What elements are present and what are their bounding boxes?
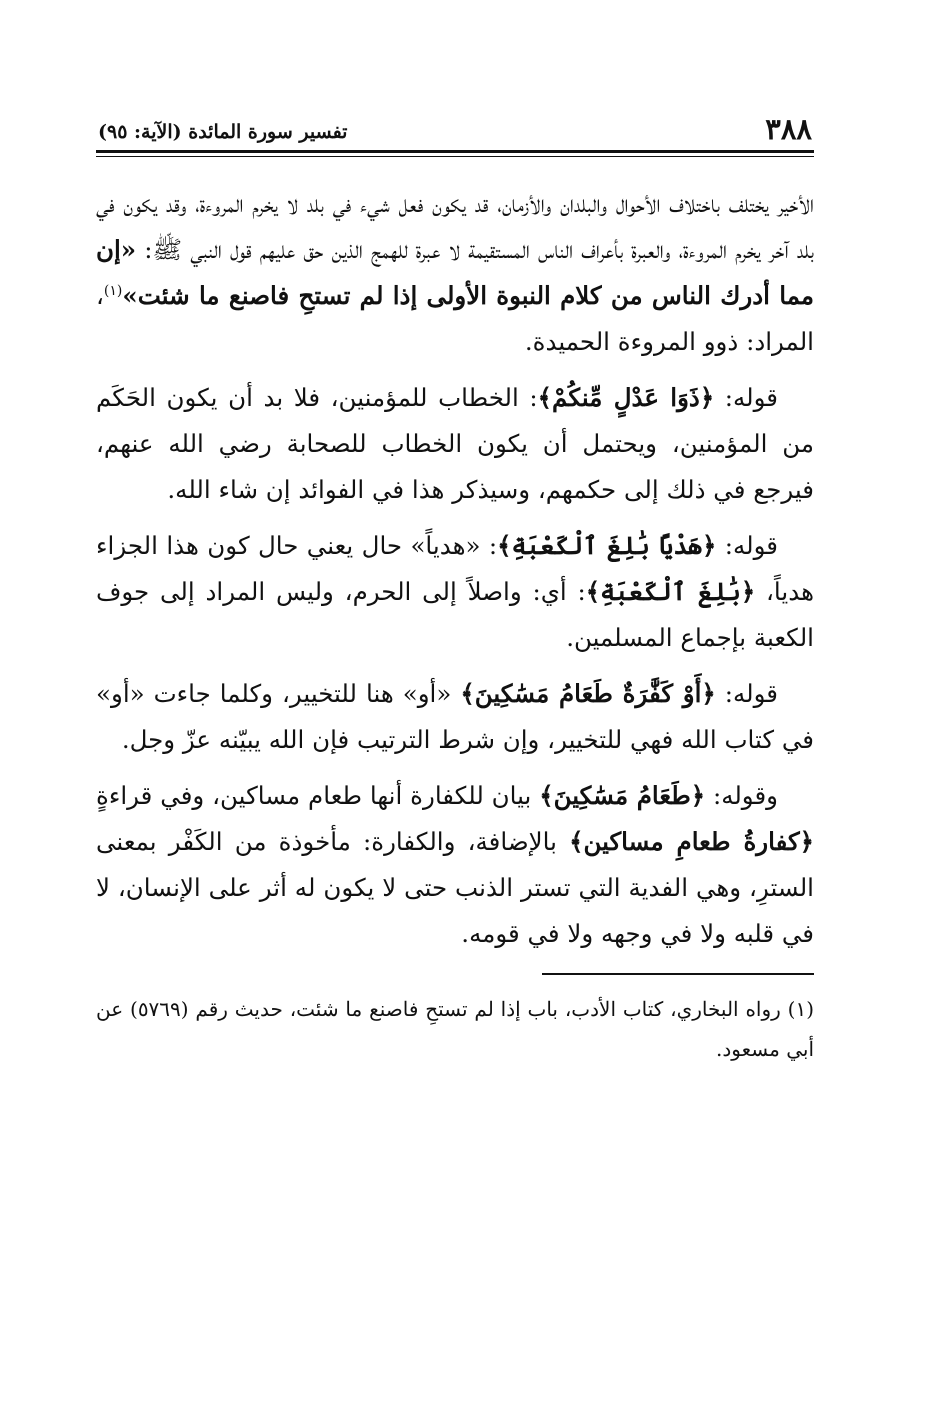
text-span: : أي: واصلاً إلى الحرم، وليس المراد إلى جوف الكعبة بإجماع المسلمين. [96, 577, 814, 652]
page-number: ٣٨٨ [765, 112, 812, 146]
text-span: : الخطاب للمؤمنين، فلا بد أن يكون الحَكَم من المؤمنين، ويحتمل أن يكون الخطاب للصحابة رضي الله عنهم، فيرجع في ذلك إلى حكمهم، وسيذكر هذا في الفوائد إن شاء الله. [96, 383, 814, 504]
text-span: قوله: [714, 383, 779, 412]
footnotes [96, 989, 814, 1069]
text-span: : «هدياً» حال يعني حال كون هذا الجزاء هدياً، [96, 531, 814, 606]
text-span: بيان للكفارة أنها طعام مساكين، وفي قراءةٍ [96, 781, 540, 810]
running-title: تفسير سورة المائدة (الآية: ٩٥) [98, 121, 348, 143]
paragraph [96, 181, 814, 365]
hadith-quote: «إن مما أدرك الناس من كلام النبوة الأولى إذا لم تستحِ فاصنع ما شئت» [96, 235, 814, 310]
book-page [96, 108, 814, 1069]
paragraph [96, 773, 814, 957]
text-span: وقوله: [705, 781, 778, 810]
quran-quote: ﴿بَٰلِغَ ٱلْكَعْبَةِ﴾ [585, 577, 756, 606]
page-header [96, 108, 814, 144]
footnote-rule [542, 973, 814, 975]
paragraph [96, 375, 814, 513]
text-span: ، المراد: ذوو المروءة الحميدة. [96, 281, 814, 356]
quran-quote: ﴿ذَوَا عَدْلٍ مِّنكُمْ﴾ [537, 383, 715, 412]
header-rule [96, 150, 814, 157]
quran-quote: ﴿طَعَامُ مَسَٰكِينَ﴾ [539, 781, 706, 810]
paragraph [96, 523, 814, 661]
footnote: (١) رواه البخاري، كتاب الأدب، باب إذا لم تستحِ فاصنع ما شئت، حديث رقم (٥٧٦٩) عن أبي مسعود. [96, 997, 815, 1061]
body-text [96, 181, 814, 957]
text-span: الأخير يختلف باختلاف الأحوال والبلدان والأزمان، قد يكون فعل شيء في بلد لا يخرم المروءة، وقد يكون في بلد آخر يخرم المروءة، والعبرة بأعراف الناس المستقيمة لا عبرة للهمج الذين حق عليهم قول النبي ﷺ: [96, 189, 814, 264]
quran-quote: ﴿كفارةُ طعامِ مساكين﴾ [569, 827, 814, 856]
footnote-ref: (١) [103, 282, 123, 299]
quran-quote: ﴿هَدْيًا بَٰلِغَ ٱلْكَعْبَةِ﴾ [497, 531, 717, 560]
text-span: قوله: [716, 531, 779, 560]
text-span: بالإضافة، والكفارة: مأخوذة من الكَفْر بمعنى السترِ، وهي الفدية التي تستر الذنب حتى لا يكون له أثر على الإنسان، لا في قلبه ولا في وجهه ولا في قومه. [96, 827, 814, 948]
paragraph [96, 671, 814, 763]
text-span: قوله: [715, 679, 779, 708]
text-span: «أو» هنا للتخيير، وكلما جاءت «أو» في كتاب الله فهي للتخيير، وإن شرط الترتيب فإن الله يبيّنه عزّ وجل. [96, 679, 814, 754]
quran-quote: ﴿أَوْ كَفَّٰرَةٌ طَعَامُ مَسَٰكِينَ﴾ [460, 679, 716, 708]
